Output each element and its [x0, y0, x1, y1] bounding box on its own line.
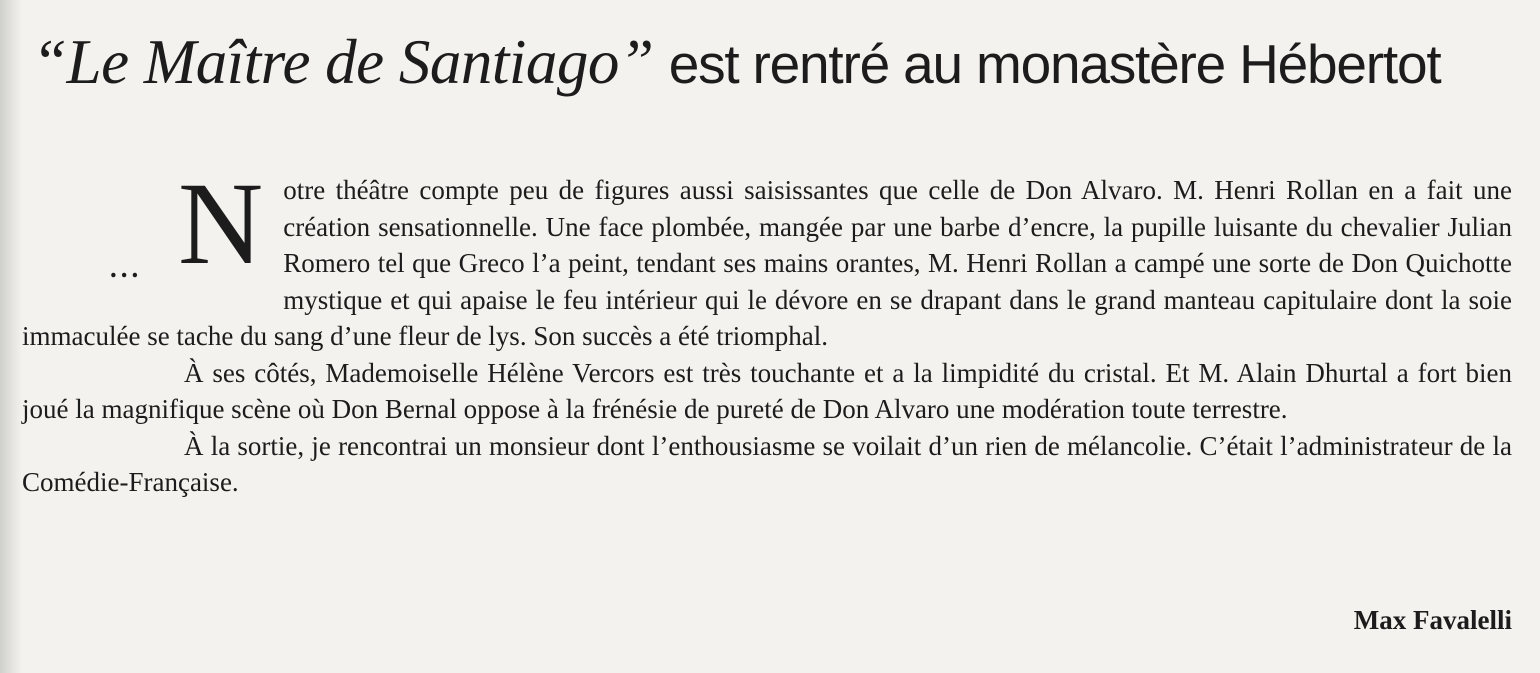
title-headline-rest: est rentré au monastère Hébertot [668, 33, 1441, 95]
lead-ellipsis: ... [110, 253, 143, 283]
paragraph-2: À ses côtés, Mademoiselle Hélène Vercors est très touchante et a la limpidité du cristal. Et M. Alain Dhurtal a fort bien joué la magnifique scène où Don Bernal oppose à la frénésie de pureté de Don Alvaro une modération toute terrestre. [22, 357, 1512, 424]
title-play-name: “Le Maître de Santiago” [32, 27, 654, 97]
lead-paragraph-block [22, 158, 1512, 355]
article-title [32, 26, 1512, 98]
page-edge-shadow [0, 0, 22, 673]
author-signature: Max Favalelli [1353, 605, 1512, 635]
drop-cap: N [178, 158, 264, 289]
paragraph-3: À la sortie, je rencontrai un monsieur dont l’enthousiasme se voilait d’un rien de mélancolie. C’était l’administrateur de la Comédie-Française. [22, 430, 1512, 497]
paragraph-1: otre théâtre compte peu de figures aussi saisissantes que celle de Don Alvaro. M. Henri Rollan en a fait une création sensationnelle. Une face plombée, mangée par une barbe d’encre, la pupille luisante du chevalier Julian Romero tel que Greco l’a peint, tendant ses mains orantes, M. Henri Rollan a campé une sorte de Don Quichotte mystique et qui apaise le feu intérieur qui le dévore en se drapant dans le grand manteau capitulaire dont la soie immaculée se tache du sang d’une fleur de lys. Son succès a été triomphal. [22, 175, 1512, 351]
article-body [22, 158, 1512, 501]
